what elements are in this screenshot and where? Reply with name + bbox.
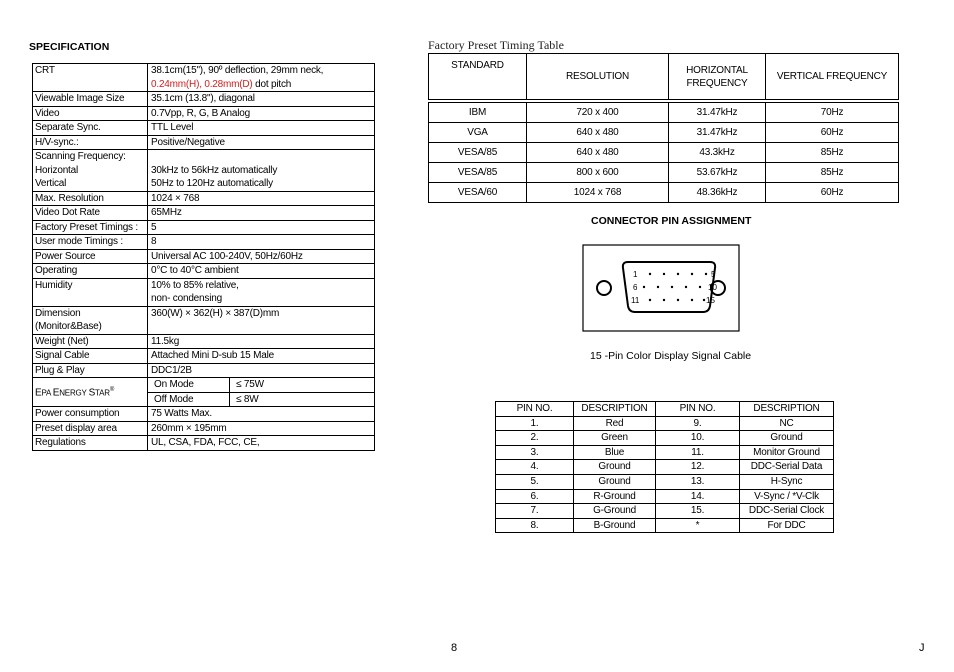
spec-value: 65MHz (148, 206, 375, 221)
pin-label: 1 (633, 270, 638, 279)
pin-cell: Ground (574, 460, 656, 475)
timing-row (429, 123, 899, 143)
dimension-sublabel: (Monitor&Base) (35, 321, 102, 332)
timing-cell: VESA/60 (429, 183, 527, 203)
timing-cell: 31.47kHz (669, 123, 766, 143)
pin-cell: 4. (496, 460, 574, 475)
spec-value: 8 (148, 235, 375, 250)
spec-label: Power Source (33, 249, 148, 264)
spec-row-energy-star (33, 378, 375, 407)
spec-row (33, 334, 375, 349)
spec-row (33, 421, 375, 436)
pin-row (496, 518, 834, 533)
timing-cell: 43.3kHz (669, 143, 766, 163)
timing-cell: VESA/85 (429, 143, 527, 163)
pin-cell: Ground (574, 474, 656, 489)
pin-cell: 5. (496, 474, 574, 489)
column-header: DESCRIPTION (574, 402, 656, 417)
scan-h-label: Horizontal (35, 164, 79, 176)
pin-row (496, 474, 834, 489)
page-number: 8 (451, 642, 458, 654)
pin-cell: H-Sync (740, 474, 834, 489)
power-mode-table (148, 378, 374, 406)
dot-pitch-suffix: dot pitch (252, 78, 292, 90)
spec-label: User mode Timings : (33, 235, 148, 250)
on-mode-label: On Mode (148, 378, 230, 392)
spec-value: 11.5kg (148, 334, 375, 349)
timing-row (429, 183, 899, 203)
pin-row (496, 431, 834, 446)
spec-row (33, 249, 375, 264)
pin-cell: 14. (656, 489, 740, 504)
timing-cell: 640 x 480 (527, 143, 669, 163)
timing-cell: 70Hz (766, 103, 899, 123)
column-header: VERTICAL FREQUENCY (766, 54, 899, 100)
pin-label: 10 (708, 283, 717, 292)
spec-value (148, 64, 375, 92)
pin-header-row (496, 402, 834, 417)
pin-row (496, 445, 834, 460)
spec-label: Video (33, 106, 148, 121)
pin-label: 5 (711, 270, 716, 279)
spec-label: Signal Cable (33, 349, 148, 364)
scan-label: Scanning Frequency: (35, 151, 126, 162)
spec-row (33, 349, 375, 364)
spec-value (148, 278, 375, 306)
spec-row-scanning (33, 150, 375, 192)
page-letter: J (919, 642, 925, 654)
pin-cell: Red (574, 416, 656, 431)
pin-cell: DDC-Serial Clock (740, 504, 834, 519)
spec-row (33, 206, 375, 221)
specification-title: SPECIFICATION (29, 41, 110, 53)
humidity-range: 10% to 85% relative, (151, 279, 239, 291)
column-header: RESOLUTION (527, 54, 669, 100)
spec-row-crt (33, 64, 375, 92)
dsub-15-connector-diagram (582, 244, 740, 332)
pin-cell: R-Ground (574, 489, 656, 504)
spec-row-dimension (33, 306, 375, 334)
scan-h-value: 30kHz to 56kHz automatically (151, 164, 278, 176)
timing-cell: 48.36kHz (669, 183, 766, 203)
timing-cell: 60Hz (766, 123, 899, 143)
on-mode-value: ≤ 75W (236, 379, 264, 390)
timing-cell: 800 x 600 (527, 163, 669, 183)
spec-label: Weight (Net) (33, 334, 148, 349)
pin-label: 11 (631, 296, 640, 305)
factory-timing-table (428, 53, 899, 203)
spec-label: Regulations (33, 436, 148, 451)
humidity-condition: non- condensing (151, 293, 222, 304)
pin-cell: 8. (496, 518, 574, 533)
specification-table (32, 63, 375, 451)
pin-assignment-table (495, 401, 834, 533)
scan-v-label: Vertical (35, 178, 67, 189)
pin-row (496, 416, 834, 431)
timing-cell: VESA/85 (429, 163, 527, 183)
dot-pitch-highlight: 0.24mm(H), 0.28mm(D) (151, 78, 253, 90)
spec-label: Separate Sync. (33, 121, 148, 136)
spec-row (33, 135, 375, 150)
spec-label (33, 150, 148, 192)
pin-cell: For DDC (740, 518, 834, 533)
energy-star-values (148, 378, 375, 407)
spec-label: Video Dot Rate (33, 206, 148, 221)
timing-cell: 85Hz (766, 163, 899, 183)
pin-cell: Green (574, 431, 656, 446)
spec-row (33, 235, 375, 250)
timing-header-row (429, 54, 899, 100)
dimension-label: Dimension (35, 307, 81, 319)
spec-value: Attached Mini D-sub 15 Male (148, 349, 375, 364)
spec-value: 75 Watts Max. (148, 407, 375, 422)
pin-cell: Ground (740, 431, 834, 446)
energy-star-label: EPA ENERGY STAR® (33, 378, 148, 407)
off-mode-value: ≤ 8W (230, 392, 375, 406)
column-header: STANDARD (429, 54, 527, 100)
pin-cell: 15. (656, 504, 740, 519)
column-header: DESCRIPTION (740, 402, 834, 417)
scan-v-value: 50Hz to 120Hz automatically (151, 178, 273, 189)
pin-cell: 7. (496, 504, 574, 519)
pin-cell: Blue (574, 445, 656, 460)
pin-cell: DDC-Serial Data (740, 460, 834, 475)
timing-cell: 85Hz (766, 143, 899, 163)
spec-label: Plug & Play (33, 363, 148, 378)
pin-label: 15 (706, 296, 715, 305)
spec-row (33, 121, 375, 136)
pin-cell: 6. (496, 489, 574, 504)
spec-label: Preset display area (33, 421, 148, 436)
pin-cell: NC (740, 416, 834, 431)
connector-caption: 15 -Pin Color Display Signal Cable (590, 350, 752, 362)
pin-cell: 2. (496, 431, 574, 446)
timing-row (429, 163, 899, 183)
timing-cell: 640 x 480 (527, 123, 669, 143)
pin-cell: Monitor Ground (740, 445, 834, 460)
column-header: PIN NO. (496, 402, 574, 417)
spec-value: 260mm × 195mm (148, 421, 375, 436)
spec-row (33, 363, 375, 378)
spec-value: 0.7Vpp, R, G, B Analog (148, 106, 375, 121)
spec-row (33, 407, 375, 422)
spec-value: 5 (148, 220, 375, 235)
timing-cell: 53.67kHz (669, 163, 766, 183)
spec-row (33, 220, 375, 235)
spec-label: Power consumption (33, 407, 148, 422)
crt-line: 38.1cm(15"), 90º deflection, 29mm neck, (151, 65, 324, 76)
pin-row (496, 504, 834, 519)
spec-row (33, 106, 375, 121)
timing-cell: VGA (429, 123, 527, 143)
spec-value: 35.1cm (13.8"), diagonal (148, 92, 375, 107)
spec-label: Factory Preset Timings : (33, 220, 148, 235)
spec-label: Operating (33, 264, 148, 279)
pin-cell: 10. (656, 431, 740, 446)
pin-cell: * (656, 518, 740, 533)
connector-title: CONNECTOR PIN ASSIGNMENT (591, 215, 752, 227)
power-mode-row (148, 392, 374, 406)
pin-row (496, 489, 834, 504)
pin-cell: 12. (656, 460, 740, 475)
spec-value: DDC1/2B (148, 363, 375, 378)
column-header: HORIZONTAL FREQUENCY (669, 54, 766, 100)
power-mode-row (148, 378, 374, 392)
spec-label: Humidity (33, 278, 148, 306)
timing-cell: IBM (429, 103, 527, 123)
pin-row (496, 460, 834, 475)
pin-label: 6 (633, 283, 638, 292)
spec-row (33, 436, 375, 451)
pin-cell: B-Ground (574, 518, 656, 533)
pin-cell: G-Ground (574, 504, 656, 519)
spec-label: CRT (33, 64, 148, 92)
spec-value: Positive/Negative (148, 135, 375, 150)
spec-row (33, 264, 375, 279)
pin-cell: 11. (656, 445, 740, 460)
timing-row (429, 143, 899, 163)
pin-cell: 3. (496, 445, 574, 460)
spec-value: 1024 × 768 (148, 191, 375, 206)
timing-cell: 60Hz (766, 183, 899, 203)
spec-row-humidity (33, 278, 375, 306)
spec-value: TTL Level (148, 121, 375, 136)
spec-value: Universal AC 100-240V, 50Hz/60Hz (148, 249, 375, 264)
pin-cell: 9. (656, 416, 740, 431)
spec-value: 360(W) × 362(H) × 387(D)mm (148, 306, 375, 334)
timing-row (429, 103, 899, 123)
pin-cell: 13. (656, 474, 740, 489)
timing-cell: 31.47kHz (669, 103, 766, 123)
timing-cell: 1024 x 768 (527, 183, 669, 203)
spec-row (33, 92, 375, 107)
spec-label: Viewable Image Size (33, 92, 148, 107)
spec-label: Max. Resolution (33, 191, 148, 206)
column-header: PIN NO. (656, 402, 740, 417)
spec-label (33, 306, 148, 334)
pin-cell: V-Sync / *V-Clk (740, 489, 834, 504)
timing-table-title: Factory Preset Timing Table (428, 38, 564, 52)
pin-cell: 1. (496, 416, 574, 431)
spec-value (148, 150, 375, 192)
spec-label: H/V-sync.: (33, 135, 148, 150)
spec-value: UL, CSA, FDA, FCC, CE, (148, 436, 375, 451)
spec-value: 0°C to 40°C ambient (148, 264, 375, 279)
off-mode-label: Off Mode (148, 392, 230, 406)
spec-row (33, 191, 375, 206)
timing-cell: 720 x 400 (527, 103, 669, 123)
